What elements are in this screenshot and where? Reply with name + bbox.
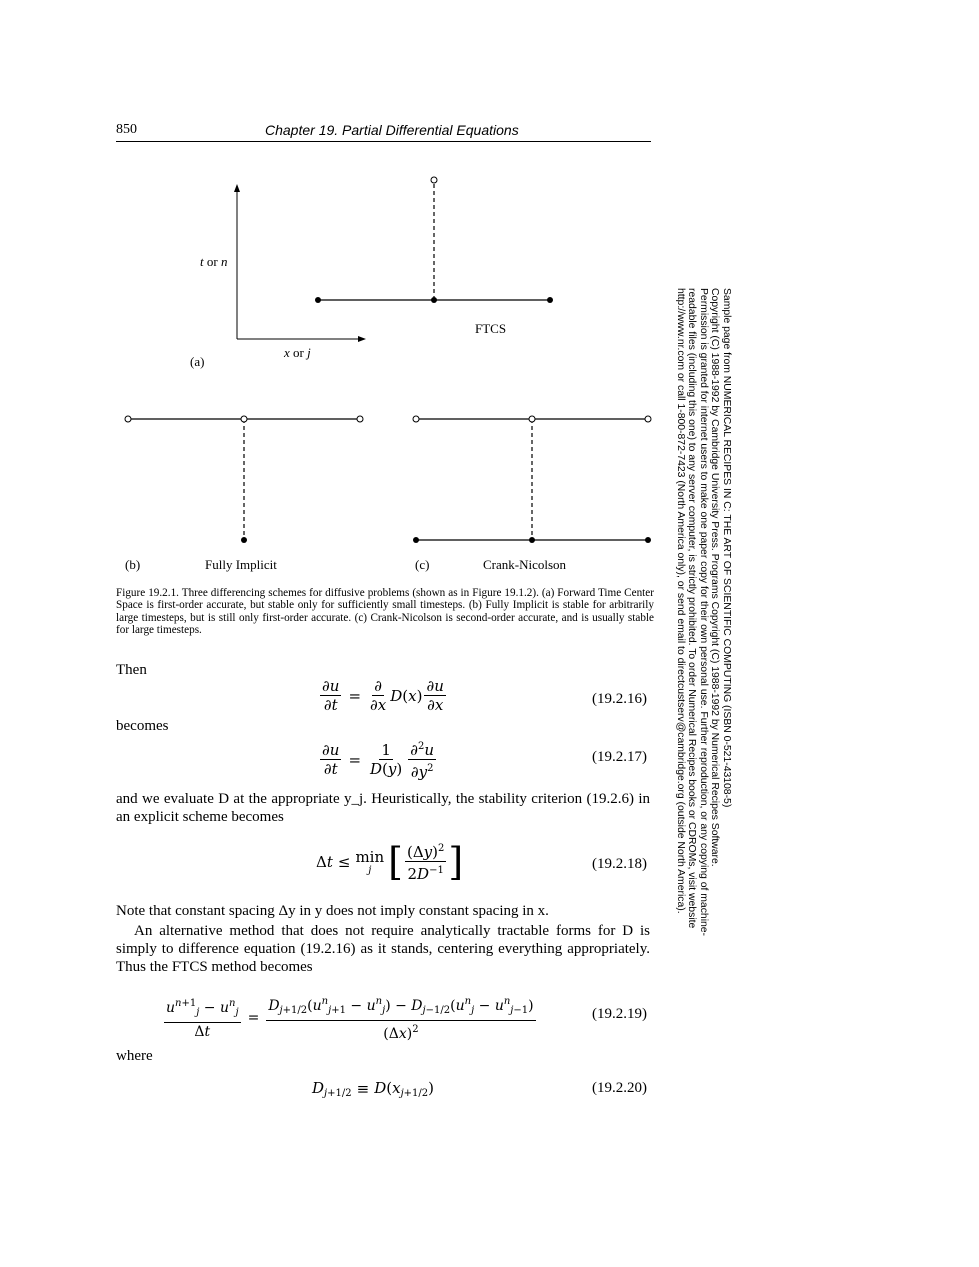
panel-c	[413, 416, 651, 572]
text-becomes: becomes	[116, 718, 169, 734]
axis-x-label: x or j	[284, 345, 311, 360]
panel-a	[190, 177, 553, 369]
sidebar-line: Copyright (C) 1988-1992 by Cambridge University Press. Programs Copyright (C) 1988-1992 by Numerical Recipes Software.	[709, 288, 721, 867]
equation-19-2-19: $\frac{u^{n+1}_j - u^n_j}{\Delta t}$ = $\frac{D_{j+1/2}(u^n_{j+1} - u^n_j) - D_{j-1/2}(u^n_j - u^n_{j-1})}{(\Delta x)^2}$	[162, 993, 538, 1043]
figure-19-2-1	[0, 0, 979, 600]
panel-a-scheme: FTCS	[475, 321, 507, 336]
copyright-sidebar	[674, 288, 732, 937]
sidebar-line: readable files (including this one) to any server computer, is strictly prohibited. To order Numerical Recipes books or CDROMs, visit website	[686, 288, 698, 929]
equation-19-2-20: $D_{j+1/2}$ ≡ $D(x_{j+1/2})$	[312, 1079, 435, 1099]
page-number: 850	[116, 122, 137, 137]
axis-y-label: t or n	[200, 254, 228, 269]
eqno-19-2-16: (19.2.16)	[592, 691, 647, 707]
text-evaluate: and we evaluate D at the appropriate y_j. Heuristically, the stability criterion (19.2.6) in an explicit scheme becomes	[116, 791, 650, 825]
chapter-title: Chapter 19. Partial Differential Equations	[265, 122, 519, 138]
eqno-19-2-18: (19.2.18)	[592, 856, 647, 872]
equation-19-2-17: $\frac{\partial u}{\partial t}$ = $\frac{1}{D(y)}$ $\frac{\partial^2u}{\partial y^2}$	[318, 738, 438, 781]
text-alternative: An alternative method that does not require analytically tractable forms for D is simply to difference equation (19.2.16) as it stands, centering everything appropriately. Thus the FTCS method becomes	[116, 923, 650, 975]
equation-19-2-16: $\frac{\partial u}{\partial t}$ = $\frac{\partial}{\partial x}$ D(x) $\frac{\partial u}{\partial x}$	[322, 677, 444, 714]
panel-b	[125, 416, 363, 572]
panel-a-label: (a)	[190, 354, 205, 369]
panel-b-scheme: Fully Implicit	[205, 557, 277, 572]
eqno-19-2-17: (19.2.17)	[592, 749, 647, 765]
sidebar-line: Sample page from NUMERICAL RECIPES IN C: THE ART OF SCIENTIFIC COMPUTING (ISBN 0-521-43108-5)	[721, 288, 732, 808]
sidebar-line: http://www.nr.com or call 1-800-872-7423 (North America only), or send email to directcustserv@cambridge.org (outside North America).	[674, 288, 686, 914]
equation-19-2-18: Δt ≤ min j [ $\frac{(\Delta y)^2}{2D^{-1}}$ ]	[316, 839, 464, 884]
figure-caption: Figure 19.2.1. Three differencing schemes for diffusive problems (shown as in Figure 19.1.2). (a) Forward Time Center Space is first-order accurate, but stable only for sufficiently small timesteps. (b) Fully Implicit is stable for arbitrarily large timesteps, but is still only first-order accurate. (c) Crank-Nicolson is second-order accurate, and is usually stable for large timesteps.	[116, 587, 654, 637]
text-where: where	[116, 1048, 153, 1064]
panel-c-scheme: Crank-Nicolson	[483, 557, 567, 572]
panel-c-label: (c)	[415, 557, 430, 572]
sidebar-line: Permission is granted for internet users to make one paper copy for their own personal use. Further reproduction, or any copying of machine-	[697, 288, 709, 937]
text-then: Then	[116, 662, 147, 678]
eqno-19-2-19: (19.2.19)	[592, 1006, 647, 1022]
eqno-19-2-20: (19.2.20)	[592, 1080, 647, 1096]
panel-b-label: (b)	[125, 557, 141, 572]
text-note: Note that constant spacing Δy in y does not imply constant spacing in x.	[116, 903, 549, 919]
